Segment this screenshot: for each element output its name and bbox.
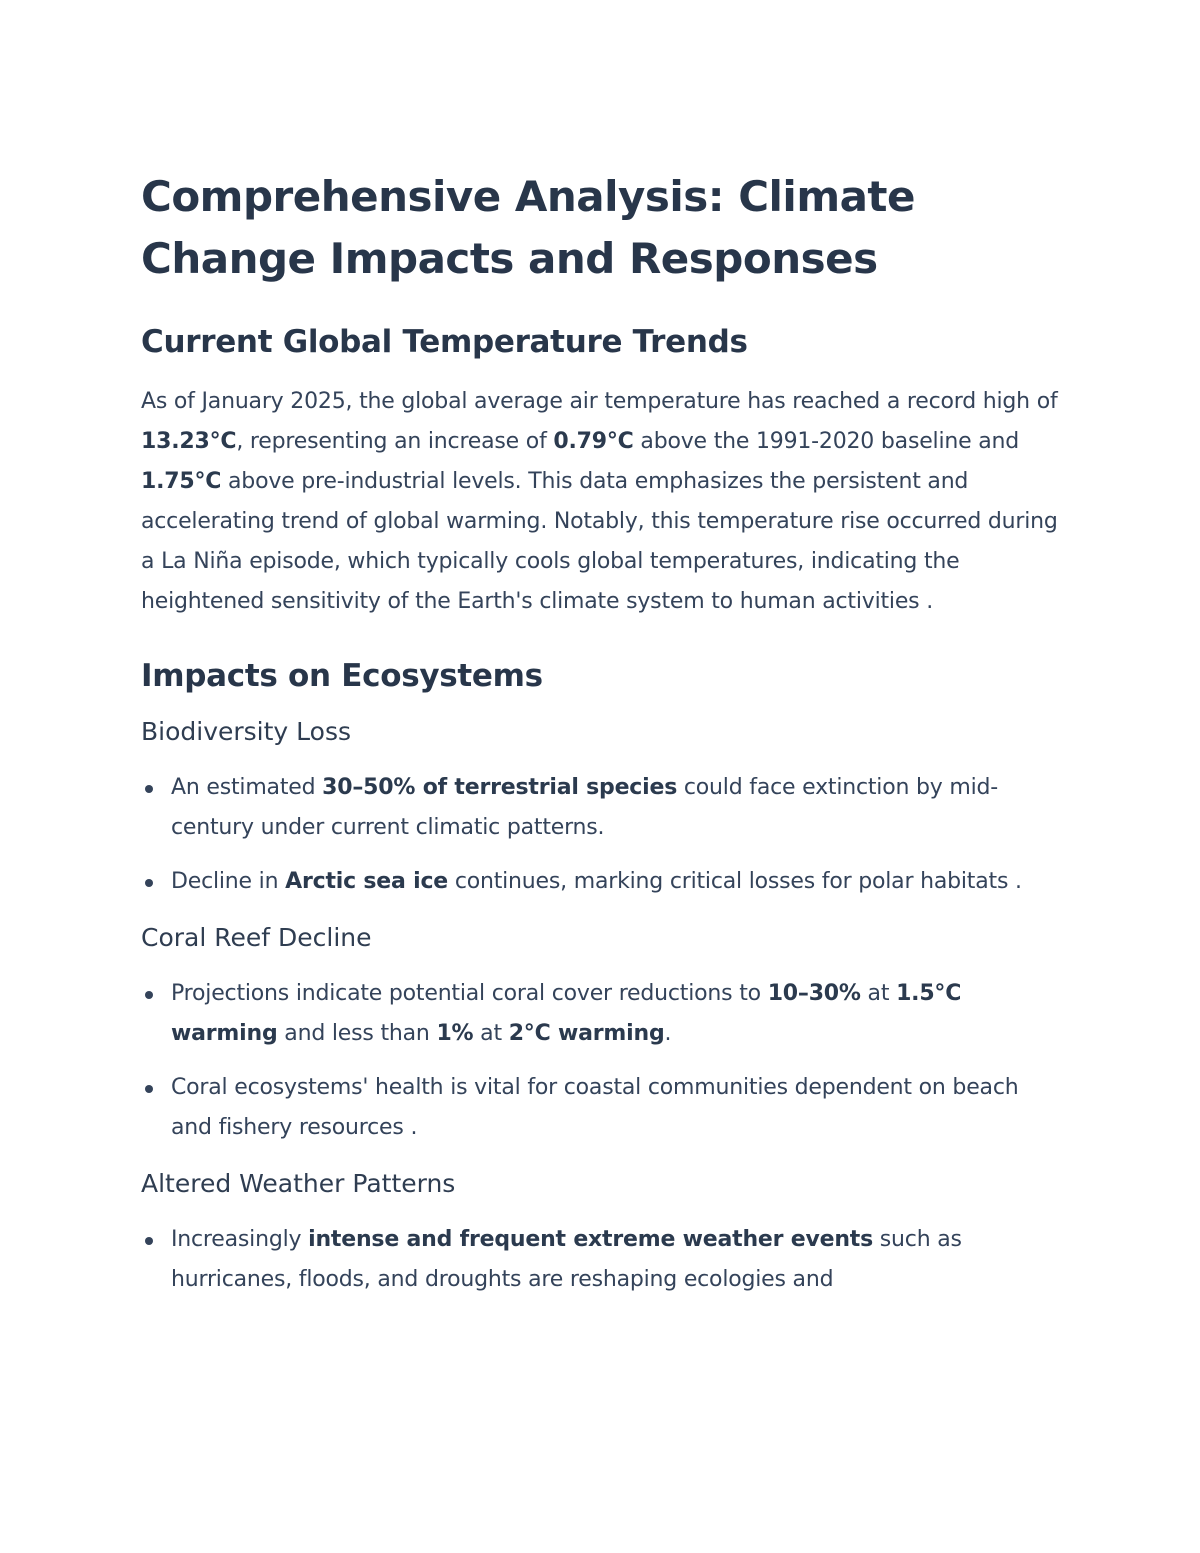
document-title: Comprehensive Analysis: Climate Change Impacts and Responses	[141, 172, 915, 283]
list-item: An estimated 30–50% of terrestrial species could face extinction by mid-century under current climatic patterns.	[171, 768, 1066, 848]
list-item: Decline in Arctic sea ice continues, marking critical losses for polar habitats .	[171, 862, 1066, 902]
list-item: Projections indicate potential coral cover reductions to 10–30% at 1.5°C warming and less than 1% at 2°C warming.	[171, 974, 1066, 1054]
document-page	[141, 166, 1066, 1300]
biodiversity-list	[141, 768, 1066, 902]
subsection-heading-coral-reef: Coral Reef Decline	[141, 923, 372, 952]
list-item: Increasingly intense and frequent extreme weather events such as hurricanes, floods, and droughts are reshaping ecologies and	[171, 1220, 1066, 1300]
temperature-paragraph: As of January 2025, the global average air temperature has reached a record high of 13.23°C, representing an increase of 0.79°C above the 1991-2020 baseline and 1.75°C above pre-industrial levels. This data emphasizes the persistent and accelerating trend of global warming. Notably, this temperature rise occurred during a La Niña episode, which typically cools global temperatures, indicating the heightened sensitivity of the Earth's climate system to human activities .	[141, 389, 1058, 614]
coral-reef-list	[141, 974, 1066, 1148]
section-heading-temperature-trends: Current Global Temperature Trends	[141, 324, 748, 360]
weather-patterns-list	[141, 1220, 1066, 1300]
subsection-heading-biodiversity: Biodiversity Loss	[141, 717, 352, 746]
list-item: Coral ecosystems' health is vital for coastal communities dependent on beach and fishery resources .	[171, 1068, 1066, 1148]
section-heading-ecosystem-impacts: Impacts on Ecosystems	[141, 658, 543, 694]
subsection-heading-weather-patterns: Altered Weather Patterns	[141, 1169, 456, 1198]
